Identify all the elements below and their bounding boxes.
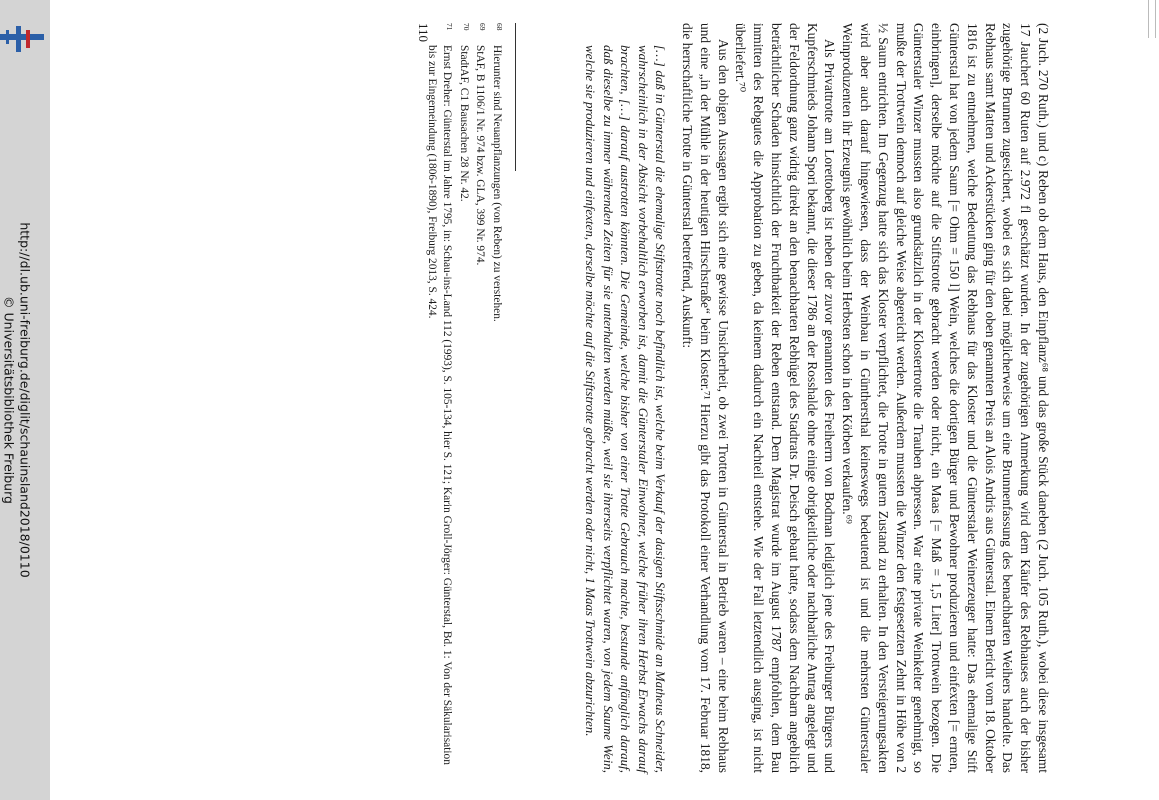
paragraph: (2 Juch. 270 Ruth.) und c) Reben ob dem Haus, den Einpflanz⁶⁸ und das große Stück daneben (2 Juch. 105 Ruth.), wobei diese insgesamt 17 Jauchert 60 Ruten auf 2.972 fl geschätzt wurden. In der zugehörigen Anmerkung wird dem Käufer des Rebhauses auch der bisher zugehörige Brunnen zugesichert, wobei es sich dabei möglicherweise um eine Brunnenfassung des benachbarten Weihers handelte. Das Rebhaus samt Matten und Ackerstücken ging für den oben genannten Preis an Alois Andris aus Günterstal. Einem Bericht vom 18. Oktober 1816 ist zu entnehmen, welche Bedeutung das Rebhaus für das Kloster und die Günterstaler Weinerzeuger hatte: Das ehemalige Stift Günterstal hat von jedem Saum [= Ohm = 150 l] Wein, welches die dortigen Bürger und Bewohner produzieren und einfexten [= ernten, einbringen], derselbe möchte auf die Stiftstrotte gebracht werden oder nicht, ein Maas [= Maß = 1,5 Liter] Trottwein bezogen. Die Günterstaler Winzer mussten also grundsätzlich in der Klostertrotte die Trauben abpressen. War eine private Weinkelter genehmigt, so mußte der Trottwein dennoch auf gleiche Weise abgereicht werden. Außerdem mussten die Winzer den festgesetzten Zehnt in Höhe von 2 ½ Saum entrichten. Im Gegenzug hatte sich das Kloster verpflichtet, die Trotte in gutem Zustand zu erhalten. In den Versteigerungsakten wird aber auch darauf hingewiesen, dass der Weinbau in Günthersthal keineswegs bedeutend ist und die mehrsten Günterstaler Weinproduzenten ihr Erzeugnis gewöhnlich beim Herbsten schon in den Körben verkaufen.⁶⁹ bbox=[840, 23, 1051, 773]
corner-scroll-mark bbox=[1148, 0, 1156, 38]
page-body bbox=[582, 23, 1052, 773]
footnote-rule bbox=[515, 23, 516, 171]
footnote: 68 Hierunter sind Neuanpflanzungen (von Reben) zu verstehen. bbox=[491, 23, 504, 322]
page-number: 110 bbox=[416, 23, 431, 43]
document-url[interactable]: http://dl.ub.uni-freiburg.de/diglit/schauinsland2018/0110 bbox=[17, 222, 33, 578]
viewer-sidebar bbox=[0, 0, 50, 800]
footnotes bbox=[423, 23, 505, 773]
copyright-notice: © Universitätsbibliothek Freiburg bbox=[1, 296, 17, 504]
footnote: 69 StAF, B 1106/1 Nr. 974 bzw. GLA, 399 Nr. 974. bbox=[474, 23, 488, 266]
block-quote: […] daß in Günterstal die ehemalige Stiftstrotte noch befindlich ist, welche beim Verkauf der dasigen Stiftsschmide an Matheus Schneider, wahrscheinlich in der Absicht vorbehaltlich erworben ist, damit die Günterstaler Einwohner, welche früher ihren Herbst Erwachs darauf brachten, […] darauf austrotten könnten. Die Gemeinde, welche bisher von einer Trotte Gebrauch machte, bestunde anfänglich darauf, daß dieselbe zu immer währenden Zeiten für sie unterhalten werden müßte, weil sie ihrerseits verpflichtet waren, von jedem Saume Wein, welche sie produzieren und einfexten, derselbe möchte auf die Stiftstrotte gebracht werden oder nicht, 1 Maas Trottwein abzurichten. bbox=[583, 45, 669, 773]
footnote: 70 StadtAF, C1 Bausachen 28 Nr. 42. bbox=[458, 23, 471, 202]
paragraph: Als Privattrotte am Lorettoberg ist neben der zuvor genannten des Freiherrn von Bodman lediglich jene des Freiburger Bürgers und Kupferschmieds Johann Spori bekannt, die dieser 1786 an der Rosshalde ohne einige obrigkeitliche oder nachbarliche Antrag angelegt und der Feldordnung ganz widrig direkt an den benachbarten Rebhügel des Stadtrats Dr. Deisch gebaut hatte, sodass dem Nachbarn angeblich beträchtlicher Schaden hinsichtlich der Fruchtbarkeit der Reben entstand. Dem Magistrat wurde im August 1787 empfohlen, dem Bau inmitten des Rebgutes die Approbation zu geben, da keinem dadurch ein Nachteil entstehe. Wie der Fall letztendlich ausging, ist nicht überliefert.⁷⁰ bbox=[733, 23, 838, 773]
document-page bbox=[152, 23, 1052, 773]
footnote: 71 Ernst Dreher: Günterstal im Jahre 1795, in: Schau-ins-Land 112 (1993), S. 105-134, hier S. 121; Karin Groll-Jörger: Günterstal, Bd. 1: Von der Säkularisation bis zur Eingemeindung (1806-1890), Freiburg 2013, S. 424. bbox=[426, 23, 455, 765]
university-logo-icon bbox=[0, 22, 44, 52]
paragraph: Aus den obigen Aussagen ergibt sich eine gewisse Unsicherheit, ob zwei Trotten in Günterstal in Betrieb waren – eine beim Rebhaus und eine „in der Mühle in der heutigen Hirschstraße“ beim Kloster.⁷¹ Hierzu gibt das Protokoll einer Verhandlung vom 17. Februar 1818, die herrschaftliche Trotte in Günterstal betreffend, Auskunft: bbox=[680, 23, 731, 773]
